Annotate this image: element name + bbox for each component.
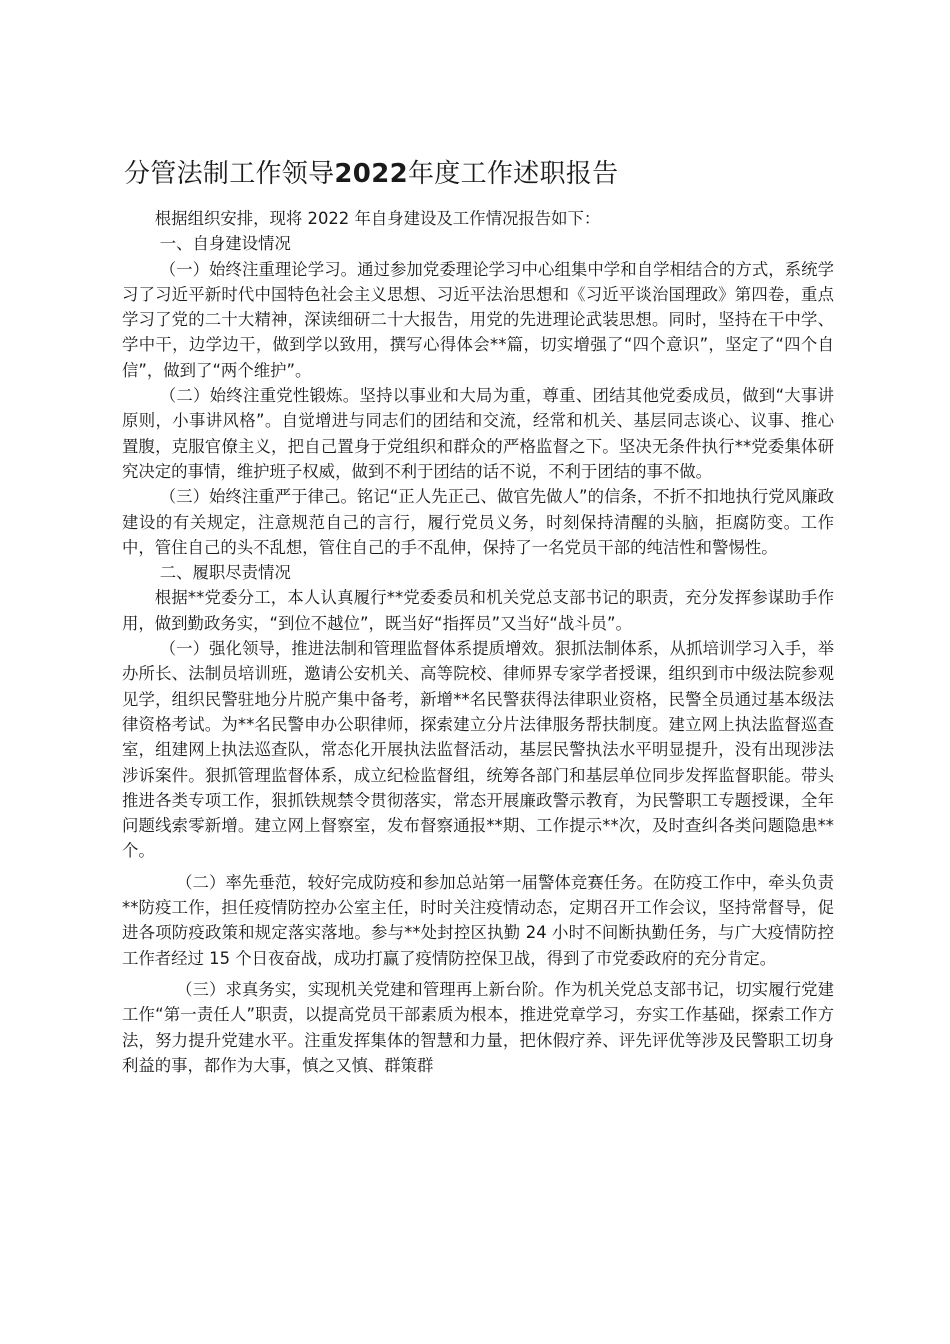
document-title [124, 150, 834, 198]
title-prefix: 分管法制工作领导 [124, 159, 335, 189]
document-page [122, 150, 834, 1078]
section2-item-2: （二）率先垂范，较好完成防疫和参加总站第一届警体竞赛任务。在防疫工作中，牵头负责**防疫工作，担任疫情防控办公室主任，时时关注疫情动态，定期召开工作会议，坚持常督导，促进各项防疫政策和规定落实落地。参与**处封控区执勤 24 小时不间断执勤任务，与广大疫情防控工作者经过 15 个日夜奋战，成功打赢了疫情防控保卫战，得到了市党委政府的充分肯定。 [122, 872, 834, 968]
document-body [122, 206, 834, 1078]
title-suffix: 年度工作述职报告 [407, 159, 619, 189]
section2-intro: 根据**党委分工，本人认真履行**党委委员和机关党总支部书记的职责，充分发挥参谋助手作用，做到勤政务实，“到位不越位”，既当好“指挥员”又当好“战斗员”。 [122, 588, 834, 633]
section1-item-1: （一）始终注重理论学习。通过参加党委理论学习中心组集中学和自学相结合的方式，系统学习了习近平新时代中国特色社会主义思想、习近平法治思想和《习近平谈治国理政》第四卷，重点学习了党的二十大精神，深读细研二十大报告，用党的先进理论武装思想。同时，坚持在干中学、学中干，边学边干，做到学以致用，撰写心得体会**篇，切实增强了“四个意识”，坚定了“四个自信”，做到了“两个维护”。 [122, 259, 834, 380]
section-heading: 一、自身建设情况 [159, 234, 291, 254]
section1-item-3: （三）始终注重严于律己。铭记“正人先正己、做官先做人”的信条，不折不扣地执行党风廉政建设的有关规定，注意规范自己的言行，履行党员义务，时刻保持清醒的头脑，拒腐防变。工作中，管住自己的头不乱想，管住自己的手不乱伸，保持了一名党员干部的纯洁性和警惕性。 [122, 487, 834, 557]
section2-item-3: （三）求真务实，实现机关党建和管理再上新台阶。作为机关党总支部书记，切实履行党建工作“第一责任人”职责，以提高党员干部素质为根本，推进党章学习，夯实工作基础，探索工作方法，努力提升党建水平。注重发挥集体的智慧和力量，把休假疗养、评先评优等涉及民警职工切身利益的事，都作为大事，慎之又慎、群策群 [122, 979, 834, 1075]
intro-paragraph: 根据组织安排，现将 2022 年自身建设及工作情况报告如下： [154, 209, 601, 228]
section2-item-1: （一）强化领导，推进法制和管理监督体系提质增效。狠抓法制体系，从抓培训学习入手，举办所长、法制员培训班，邀请公安机关、高等院校、律师界专家学者授课，组织到市中级法院参观见学，组织民警驻地分片脱产集中备考，新增**名民警获得法律职业资格，民警全员通过基本级法律资格考试。为**名民警申办公职律师，探索建立分片法律服务帮扶制度。建立网上执法监督巡查室，组建网上执法巡查队，常态化开展执法监督活动，基层民警执法水平明显提升，没有出现涉法涉诉案件。狠抓管理监督体系，成立纪检监督组，统筹各部门和基层单位同步发挥监督职能。带头推进各类专项工作，狠抓铁规禁令贯彻落实，常态开展廉政警示教育，为民警职工专题授课，全年问题线索零新增。建立网上督察室，发布督察通报**期、工作提示**次，及时查纠各类问题隐患**个。 [122, 639, 834, 861]
section-heading: 二、履职尽责情况 [159, 563, 291, 583]
title-year: 2022 [334, 159, 408, 189]
section1-item-2: （二）始终注重党性锻炼。坚持以事业和大局为重，尊重、团结其他党委成员，做到“大事讲原则，小事讲风格”。自觉增进与同志们的团结和交流，经常和机关、基层同志谈心、议事、推心置腹，克服官僚主义，把自己置身于党组织和群众的严格监督之下。坚决无条件执行**党委集体研究决定的事情，维护班子权威，做到不利于团结的话不说，不利于团结的事不做。 [122, 386, 834, 481]
